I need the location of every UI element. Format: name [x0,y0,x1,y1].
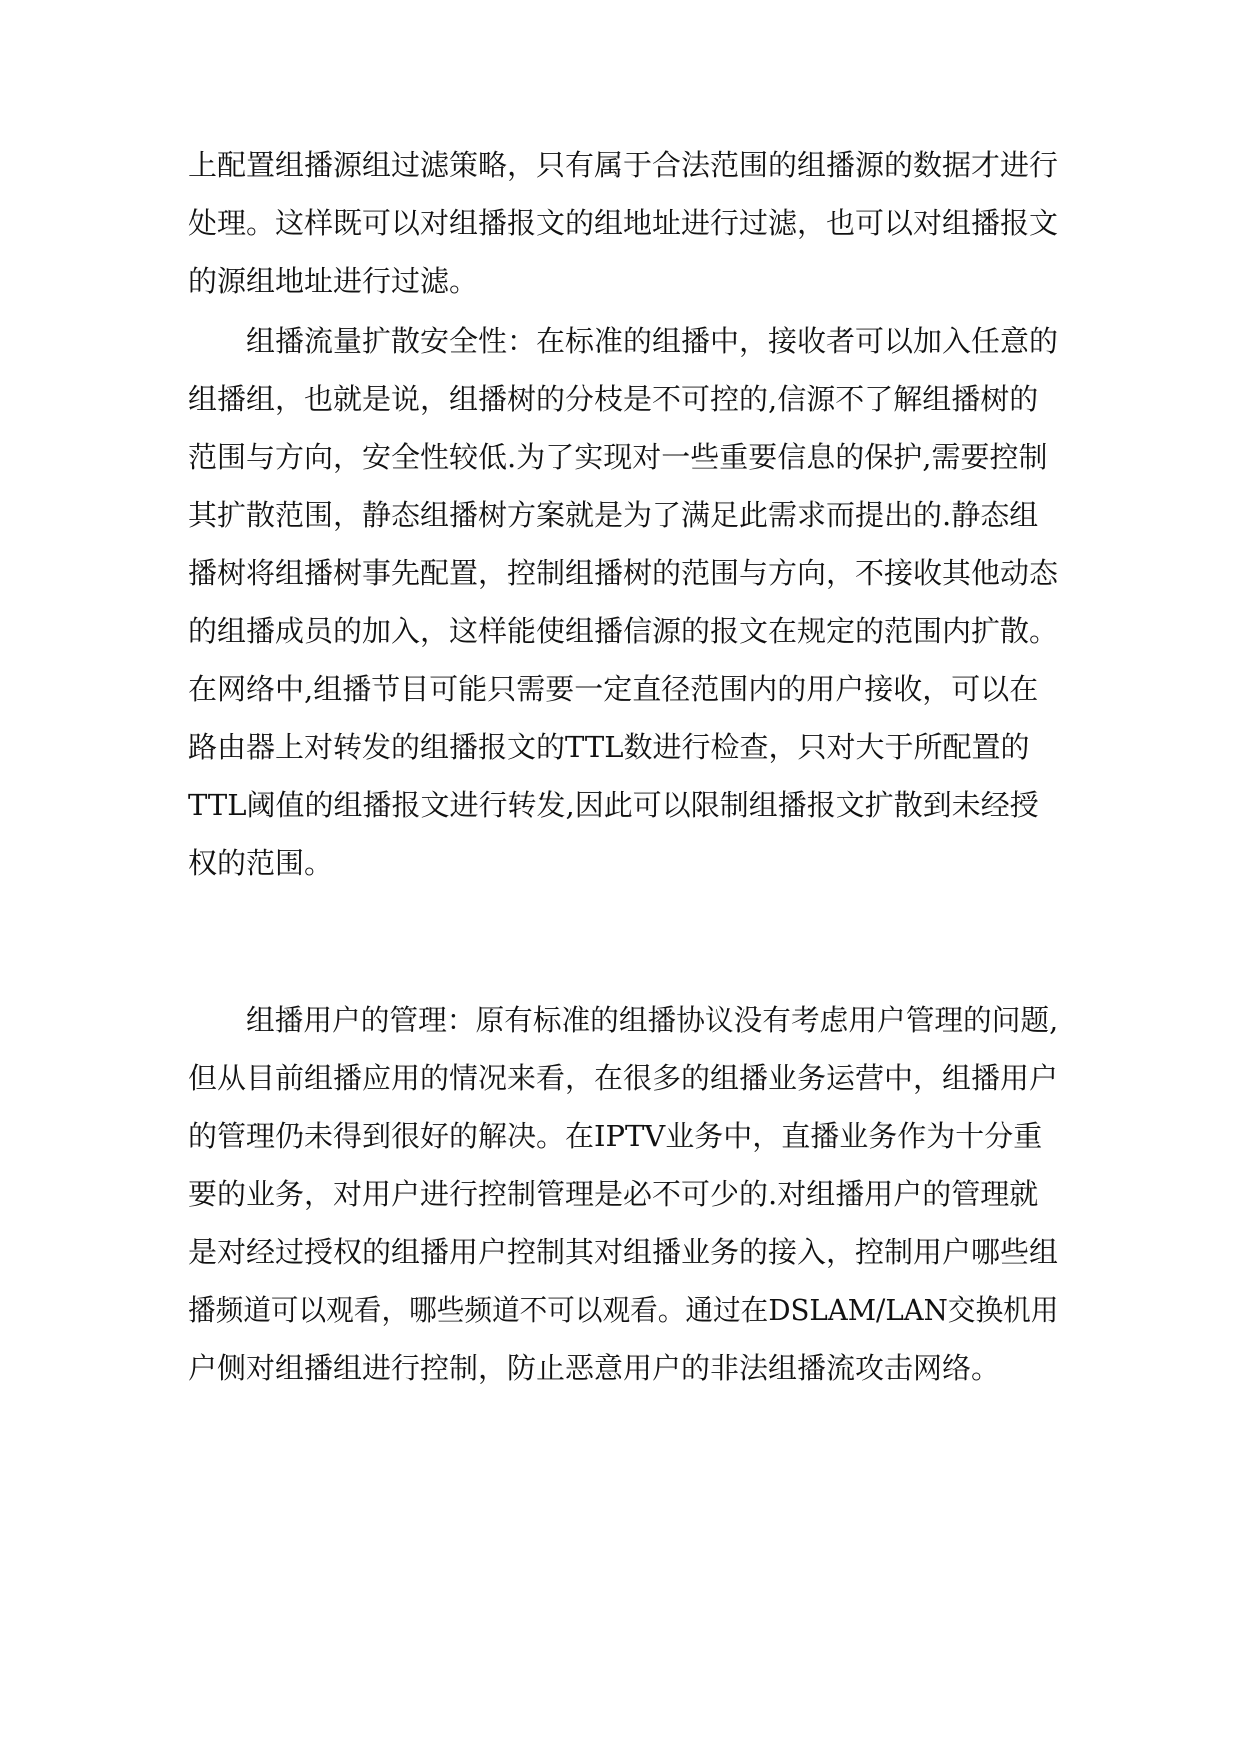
text-line: 路由器上对转发的组播报文的TTL数进行检查，只对大于所配置的 [188,730,1030,764]
text-line: 的管理仍未得到很好的解决。在IPTV业务中，直播业务作为十分重 [188,1119,1043,1153]
text-line: 其扩散范围，静态组播树方案就是为了满足此需求而提出的.静态组 [188,498,1039,532]
text-line: 要的业务，对用户进行控制管理是必不可少的.对组播用户的管理就 [188,1177,1039,1211]
text-line: 组播组，也就是说，组播树的分枝是不可控的,信源不了解组播树的 [188,382,1039,416]
text-line: 范围与方向，安全性较低.为了实现对一些重要信息的保护,需要控制 [188,440,1048,474]
text-line: 的组播成员的加入，这样能使组播信源的报文在规定的范围内扩散。 [188,614,1059,648]
text-line-indented: 组播流量扩散安全性：在标准的组播中，接收者可以加入任意的 [246,324,1059,358]
text-line: 上配置组播源组过滤策略，只有属于合法范围的组播源的数据才进行 [188,148,1059,182]
text-line: 但从目前组播应用的情况来看，在很多的组播业务运营中，组播用户 [188,1061,1059,1095]
text-line: 是对经过授权的组播用户控制其对组播业务的接入，控制用户哪些组 [188,1235,1059,1269]
text-line: 的源组地址进行过滤。 [188,264,479,298]
text-line: 户侧对组播组进行控制，防止恶意用户的非法组播流攻击网络。 [188,1351,1001,1385]
text-line-indented: 组播用户的管理：原有标准的组播协议没有考虑用户管理的问题, [246,1003,1059,1037]
text-line: 播树将组播树事先配置，控制组播树的范围与方向，不接收其他动态 [188,556,1059,590]
text-line: 播频道可以观看，哪些频道不可以观看。通过在DSLAM/LAN交换机用 [188,1293,1059,1327]
text-line: 处理。这样既可以对组播报文的组地址进行过滤，也可以对组播报文 [188,206,1059,240]
text-line: TTL阈值的组播报文进行转发,因此可以限制组播报文扩散到未经授 [188,788,1039,822]
text-line: 在网络中,组播节目可能只需要一定直径范围内的用户接收，可以在 [188,672,1039,706]
text-line: 权的范围。 [188,846,334,880]
